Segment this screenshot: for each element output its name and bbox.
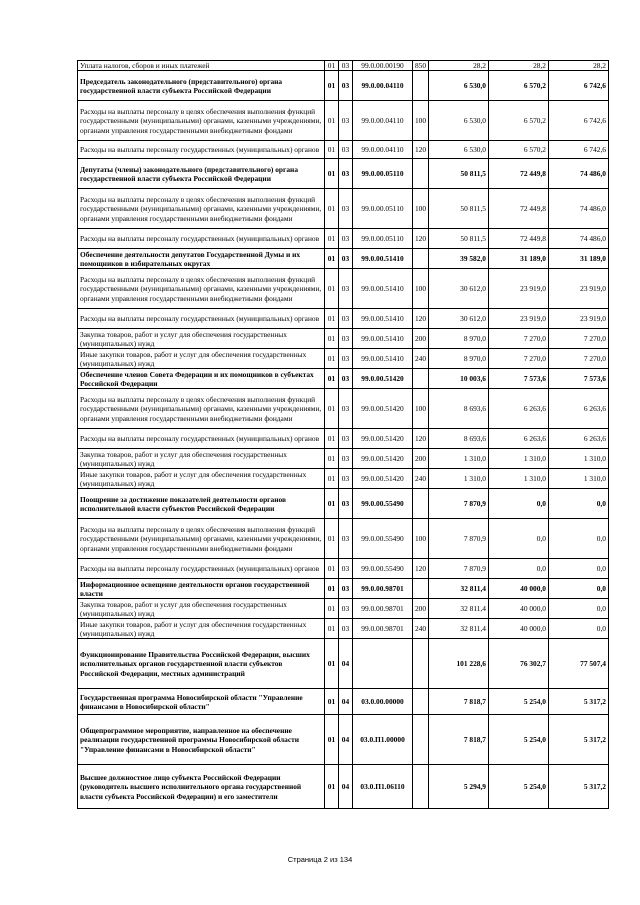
row-amount-year1: 8 693,6	[429, 389, 489, 429]
row-name: Расходы на выплаты персоналу государственных (муниципальных) органов	[78, 429, 325, 449]
table-row	[78, 61, 609, 71]
row-name: Высшее должностное лицо субъекта Российской Федерации (руководитель высшего исполнительного органа государственной власти субъекта Российской Федерации) и его заместители	[78, 765, 325, 809]
row-amount-year1: 10 003,6	[429, 369, 489, 389]
row-expense-type	[413, 159, 429, 189]
row-section: 01	[325, 369, 339, 389]
row-section: 01	[325, 619, 339, 639]
row-amount-year3: 31 189,0	[549, 249, 609, 269]
row-subsection: 03	[339, 449, 353, 469]
row-expense-type: 100	[413, 101, 429, 141]
row-target-article: 99.0.00.51420	[353, 389, 413, 429]
table-row	[78, 619, 609, 639]
table-row	[78, 159, 609, 189]
page-footer: Страница 2 из 134	[287, 855, 353, 864]
row-subsection: 03	[339, 329, 353, 349]
row-name: Закупка товаров, работ и услуг для обеспечения государственных (муниципальных) нужд	[78, 449, 325, 469]
row-amount-year2: 23 919,0	[489, 269, 549, 309]
row-expense-type: 240	[413, 619, 429, 639]
row-target-article: 99.0.00.51420	[353, 369, 413, 389]
table-row	[78, 715, 609, 765]
row-section: 01	[325, 389, 339, 429]
row-amount-year1: 8 970,0	[429, 329, 489, 349]
row-amount-year2: 72 449,8	[489, 229, 549, 249]
row-amount-year1: 28,2	[429, 61, 489, 71]
row-name: Расходы на выплаты персоналу государственных (муниципальных) органов	[78, 559, 325, 579]
row-target-article: 99.0.00.51410	[353, 329, 413, 349]
row-amount-year1: 30 612,0	[429, 269, 489, 309]
row-amount-year3: 6 263,6	[549, 429, 609, 449]
row-name: Общепрограммное мероприятие, направленное на обеспечение реализации государственной программы Новосибирской области "Управление финансами в Новосибирской области"	[78, 715, 325, 765]
table-row	[78, 765, 609, 809]
row-amount-year2: 7 270,0	[489, 349, 549, 369]
row-name: Расходы на выплаты персоналу в целях обеспечения выполнения функций государственными (муниципальными) органами, казенными учреждениями, органами управления государственными внебюджетными фондами	[78, 389, 325, 429]
row-name: Поощрение за достижение показателей деятельности органов исполнительной власти субъектов Российской Федерации	[78, 489, 325, 519]
row-amount-year1: 6 530,0	[429, 101, 489, 141]
row-amount-year1: 39 582,0	[429, 249, 489, 269]
row-target-article: 99.0.00.04110	[353, 101, 413, 141]
row-amount-year2: 0,0	[489, 519, 549, 559]
row-target-article: 99.0.00.98701	[353, 579, 413, 599]
row-target-article: 03.0.П1.00000	[353, 715, 413, 765]
row-target-article: 03.0.П1.06110	[353, 765, 413, 809]
row-target-article: 99.0.00.04110	[353, 141, 413, 159]
row-target-article: 99.0.00.51420	[353, 449, 413, 469]
budget-table	[77, 60, 609, 809]
row-expense-type	[413, 689, 429, 715]
row-name: Депутаты (члены) законодательного (представительного) органа государственной власти субъекта Российской Федерации	[78, 159, 325, 189]
table-row	[78, 599, 609, 619]
row-amount-year2: 28,2	[489, 61, 549, 71]
row-subsection: 03	[339, 389, 353, 429]
row-subsection: 03	[339, 349, 353, 369]
row-target-article	[353, 639, 413, 689]
row-amount-year3: 1 310,0	[549, 469, 609, 489]
row-expense-type	[413, 579, 429, 599]
row-amount-year2: 6 570,2	[489, 101, 549, 141]
row-amount-year3: 6 742,6	[549, 71, 609, 101]
row-amount-year2: 31 189,0	[489, 249, 549, 269]
row-amount-year2: 7 270,0	[489, 329, 549, 349]
row-amount-year1: 32 811,4	[429, 599, 489, 619]
row-section: 01	[325, 449, 339, 469]
row-name: Иные закупки товаров, работ и услуг для обеспечения государственных (муниципальных) нужд	[78, 349, 325, 369]
row-amount-year3: 77 507,4	[549, 639, 609, 689]
table-row	[78, 689, 609, 715]
table-row	[78, 309, 609, 329]
row-section: 01	[325, 71, 339, 101]
row-amount-year3: 0,0	[549, 559, 609, 579]
row-target-article: 99.0.00.05110	[353, 229, 413, 249]
row-target-article: 99.0.00.00190	[353, 61, 413, 71]
row-target-article: 99.0.00.51410	[353, 309, 413, 329]
row-subsection: 03	[339, 309, 353, 329]
row-amount-year2: 76 302,7	[489, 639, 549, 689]
row-name: Функционирование Правительства Российской Федерации, высших исполнительных органов государственной власти субъектов Российской Федерации, местных администраций	[78, 639, 325, 689]
row-subsection: 04	[339, 689, 353, 715]
row-name: Расходы на выплаты персоналу государственных (муниципальных) органов	[78, 229, 325, 249]
table-row	[78, 389, 609, 429]
table-row	[78, 101, 609, 141]
row-subsection: 03	[339, 429, 353, 449]
table-row	[78, 489, 609, 519]
row-name: Расходы на выплаты персоналу в целях обеспечения выполнения функций государственными (муниципальными) органами, казенными учреждениями, органами управления государственными внебюджетными фондами	[78, 189, 325, 229]
row-section: 01	[325, 429, 339, 449]
row-name: Расходы на выплаты персоналу в целях обеспечения выполнения функций государственными (муниципальными) органами, казенными учреждениями, органами управления государственными внебюджетными фондами	[78, 519, 325, 559]
row-amount-year3: 5 317,2	[549, 715, 609, 765]
row-amount-year2: 1 310,0	[489, 449, 549, 469]
row-section: 01	[325, 269, 339, 309]
row-amount-year2: 5 254,0	[489, 765, 549, 809]
table-row	[78, 71, 609, 101]
row-amount-year1: 7 870,9	[429, 489, 489, 519]
row-target-article: 99.0.00.04110	[353, 71, 413, 101]
row-name: Обеспечение деятельности депутатов Государственной Думы и их помощников в избирательных округах	[78, 249, 325, 269]
row-amount-year3: 28,2	[549, 61, 609, 71]
table-row	[78, 559, 609, 579]
row-amount-year2: 6 263,6	[489, 429, 549, 449]
row-amount-year1: 30 612,0	[429, 309, 489, 329]
row-amount-year3: 7 573,6	[549, 369, 609, 389]
table-row	[78, 229, 609, 249]
row-expense-type: 120	[413, 141, 429, 159]
row-section: 01	[325, 469, 339, 489]
row-amount-year1: 50 811,5	[429, 159, 489, 189]
row-target-article: 03.0.00.00000	[353, 689, 413, 715]
row-amount-year2: 72 449,8	[489, 159, 549, 189]
row-subsection: 03	[339, 269, 353, 309]
row-section: 01	[325, 101, 339, 141]
row-subsection: 03	[339, 71, 353, 101]
row-section: 01	[325, 141, 339, 159]
table-row	[78, 329, 609, 349]
row-name: Расходы на выплаты персоналу в целях обеспечения выполнения функций государственными (муниципальными) органами, казенными учреждениями, органами управления государственными внебюджетными фондами	[78, 269, 325, 309]
row-section: 01	[325, 489, 339, 519]
row-amount-year3: 5 317,2	[549, 689, 609, 715]
row-name: Иные закупки товаров, работ и услуг для обеспечения государственных (муниципальных) нужд	[78, 469, 325, 489]
row-section: 01	[325, 599, 339, 619]
row-amount-year2: 7 573,6	[489, 369, 549, 389]
row-amount-year1: 101 228,6	[429, 639, 489, 689]
row-section: 01	[325, 159, 339, 189]
row-name: Расходы на выплаты персоналу государственных (муниципальных) органов	[78, 309, 325, 329]
row-amount-year3: 0,0	[549, 489, 609, 519]
row-name: Расходы на выплаты персоналу в целях обеспечения выполнения функций государственными (муниципальными) органами, казенными учреждениями, органами управления государственными внебюджетными фондами	[78, 101, 325, 141]
row-section: 01	[325, 639, 339, 689]
row-subsection: 03	[339, 61, 353, 71]
row-expense-type: 120	[413, 559, 429, 579]
table-row	[78, 189, 609, 229]
row-target-article: 99.0.00.55490	[353, 559, 413, 579]
row-expense-type: 240	[413, 469, 429, 489]
row-amount-year3: 0,0	[549, 619, 609, 639]
row-expense-type: 200	[413, 599, 429, 619]
table-row	[78, 369, 609, 389]
row-name: Иные закупки товаров, работ и услуг для обеспечения государственных (муниципальных) нужд	[78, 619, 325, 639]
row-expense-type: 200	[413, 449, 429, 469]
row-expense-type	[413, 765, 429, 809]
row-subsection: 03	[339, 489, 353, 519]
row-amount-year3: 0,0	[549, 579, 609, 599]
row-name: Информационное освещение деятельности органов государственной власти	[78, 579, 325, 599]
row-expense-type: 100	[413, 269, 429, 309]
row-amount-year2: 72 449,8	[489, 189, 549, 229]
row-amount-year1: 1 310,0	[429, 469, 489, 489]
row-target-article: 99.0.00.55490	[353, 519, 413, 559]
row-section: 01	[325, 229, 339, 249]
row-section: 01	[325, 579, 339, 599]
row-amount-year2: 5 254,0	[489, 689, 549, 715]
row-section: 01	[325, 559, 339, 579]
table-row	[78, 349, 609, 369]
table-row	[78, 579, 609, 599]
row-amount-year2: 40 000,0	[489, 599, 549, 619]
row-name: Уплата налогов, сборов и иных платежей	[78, 61, 325, 71]
row-expense-type: 200	[413, 329, 429, 349]
row-amount-year3: 5 317,2	[549, 765, 609, 809]
row-amount-year2: 6 570,2	[489, 71, 549, 101]
row-expense-type: 120	[413, 309, 429, 329]
row-amount-year3: 1 310,0	[549, 449, 609, 469]
table-row	[78, 469, 609, 489]
row-amount-year3: 0,0	[549, 519, 609, 559]
row-target-article: 99.0.00.05110	[353, 159, 413, 189]
row-amount-year1: 6 530,0	[429, 141, 489, 159]
row-amount-year2: 6 570,2	[489, 141, 549, 159]
row-section: 01	[325, 349, 339, 369]
row-expense-type	[413, 249, 429, 269]
row-amount-year1: 32 811,4	[429, 619, 489, 639]
row-subsection: 03	[339, 619, 353, 639]
row-section: 01	[325, 61, 339, 71]
row-amount-year3: 7 270,0	[549, 329, 609, 349]
row-amount-year3: 6 742,6	[549, 101, 609, 141]
row-expense-type: 100	[413, 189, 429, 229]
row-section: 01	[325, 249, 339, 269]
row-subsection: 03	[339, 159, 353, 189]
table-row	[78, 639, 609, 689]
row-target-article: 99.0.00.51420	[353, 429, 413, 449]
row-target-article: 99.0.00.55490	[353, 489, 413, 519]
row-amount-year3: 6 263,6	[549, 389, 609, 429]
row-expense-type: 850	[413, 61, 429, 71]
row-target-article: 99.0.00.51410	[353, 249, 413, 269]
row-expense-type: 240	[413, 349, 429, 369]
row-amount-year2: 1 310,0	[489, 469, 549, 489]
row-section: 01	[325, 715, 339, 765]
row-section: 01	[325, 189, 339, 229]
row-subsection: 03	[339, 101, 353, 141]
row-subsection: 03	[339, 189, 353, 229]
row-subsection: 03	[339, 249, 353, 269]
row-amount-year2: 40 000,0	[489, 619, 549, 639]
row-amount-year2: 40 000,0	[489, 579, 549, 599]
table-row	[78, 141, 609, 159]
row-amount-year1: 8 693,6	[429, 429, 489, 449]
row-expense-type: 120	[413, 429, 429, 449]
row-subsection: 04	[339, 639, 353, 689]
row-amount-year3: 0,0	[549, 599, 609, 619]
row-target-article: 99.0.00.51410	[353, 349, 413, 369]
row-expense-type: 100	[413, 519, 429, 559]
row-expense-type	[413, 71, 429, 101]
row-amount-year1: 7 818,7	[429, 689, 489, 715]
row-expense-type	[413, 369, 429, 389]
row-amount-year1: 32 811,4	[429, 579, 489, 599]
table-row	[78, 519, 609, 559]
row-subsection: 04	[339, 765, 353, 809]
row-section: 01	[325, 765, 339, 809]
row-amount-year3: 74 486,0	[549, 229, 609, 249]
row-amount-year1: 6 530,0	[429, 71, 489, 101]
row-section: 01	[325, 689, 339, 715]
row-expense-type	[413, 715, 429, 765]
row-amount-year1: 7 870,9	[429, 519, 489, 559]
table-row	[78, 449, 609, 469]
row-amount-year1: 8 970,0	[429, 349, 489, 369]
row-expense-type	[413, 489, 429, 519]
row-subsection: 03	[339, 229, 353, 249]
row-subsection: 04	[339, 715, 353, 765]
table-row	[78, 269, 609, 309]
row-subsection: 03	[339, 519, 353, 559]
row-amount-year3: 23 919,0	[549, 269, 609, 309]
row-name: Расходы на выплаты персоналу государственных (муниципальных) органов	[78, 141, 325, 159]
row-amount-year3: 74 486,0	[549, 159, 609, 189]
row-section: 01	[325, 329, 339, 349]
row-section: 01	[325, 519, 339, 559]
row-amount-year2: 6 263,6	[489, 389, 549, 429]
row-amount-year3: 6 742,6	[549, 141, 609, 159]
row-expense-type	[413, 639, 429, 689]
row-target-article: 99.0.00.51420	[353, 469, 413, 489]
row-expense-type: 100	[413, 389, 429, 429]
row-expense-type: 120	[413, 229, 429, 249]
table-row	[78, 249, 609, 269]
row-name: Государственная программа Новосибирской области "Управление финансами в Новосибирской области"	[78, 689, 325, 715]
row-amount-year1: 50 811,5	[429, 229, 489, 249]
row-amount-year1: 5 294,9	[429, 765, 489, 809]
row-name: Председатель законодательного (представительного) органа государственной власти субъекта Российской Федерации	[78, 71, 325, 101]
row-target-article: 99.0.00.05110	[353, 189, 413, 229]
row-amount-year1: 7 870,9	[429, 559, 489, 579]
row-amount-year1: 1 310,0	[429, 449, 489, 469]
row-amount-year1: 7 818,7	[429, 715, 489, 765]
row-section: 01	[325, 309, 339, 329]
row-subsection: 03	[339, 369, 353, 389]
row-amount-year2: 5 254,0	[489, 715, 549, 765]
row-subsection: 03	[339, 559, 353, 579]
row-amount-year3: 7 270,0	[549, 349, 609, 369]
row-subsection: 03	[339, 599, 353, 619]
row-subsection: 03	[339, 469, 353, 489]
row-target-article: 99.0.00.51410	[353, 269, 413, 309]
row-amount-year3: 74 486,0	[549, 189, 609, 229]
row-target-article: 99.0.00.98701	[353, 619, 413, 639]
row-name: Закупка товаров, работ и услуг для обеспечения государственных (муниципальных) нужд	[78, 329, 325, 349]
table-row	[78, 429, 609, 449]
row-target-article: 99.0.00.98701	[353, 599, 413, 619]
row-subsection: 03	[339, 579, 353, 599]
row-subsection: 03	[339, 141, 353, 159]
row-amount-year2: 23 919,0	[489, 309, 549, 329]
row-amount-year2: 0,0	[489, 489, 549, 519]
row-amount-year1: 50 811,5	[429, 189, 489, 229]
row-amount-year2: 0,0	[489, 559, 549, 579]
budget-table-body	[78, 61, 609, 809]
row-name: Обеспечение членов Совета Федерации и их помощников в субъектах Российской Федерации	[78, 369, 325, 389]
row-name: Закупка товаров, работ и услуг для обеспечения государственных (муниципальных) нужд	[78, 599, 325, 619]
row-amount-year3: 23 919,0	[549, 309, 609, 329]
